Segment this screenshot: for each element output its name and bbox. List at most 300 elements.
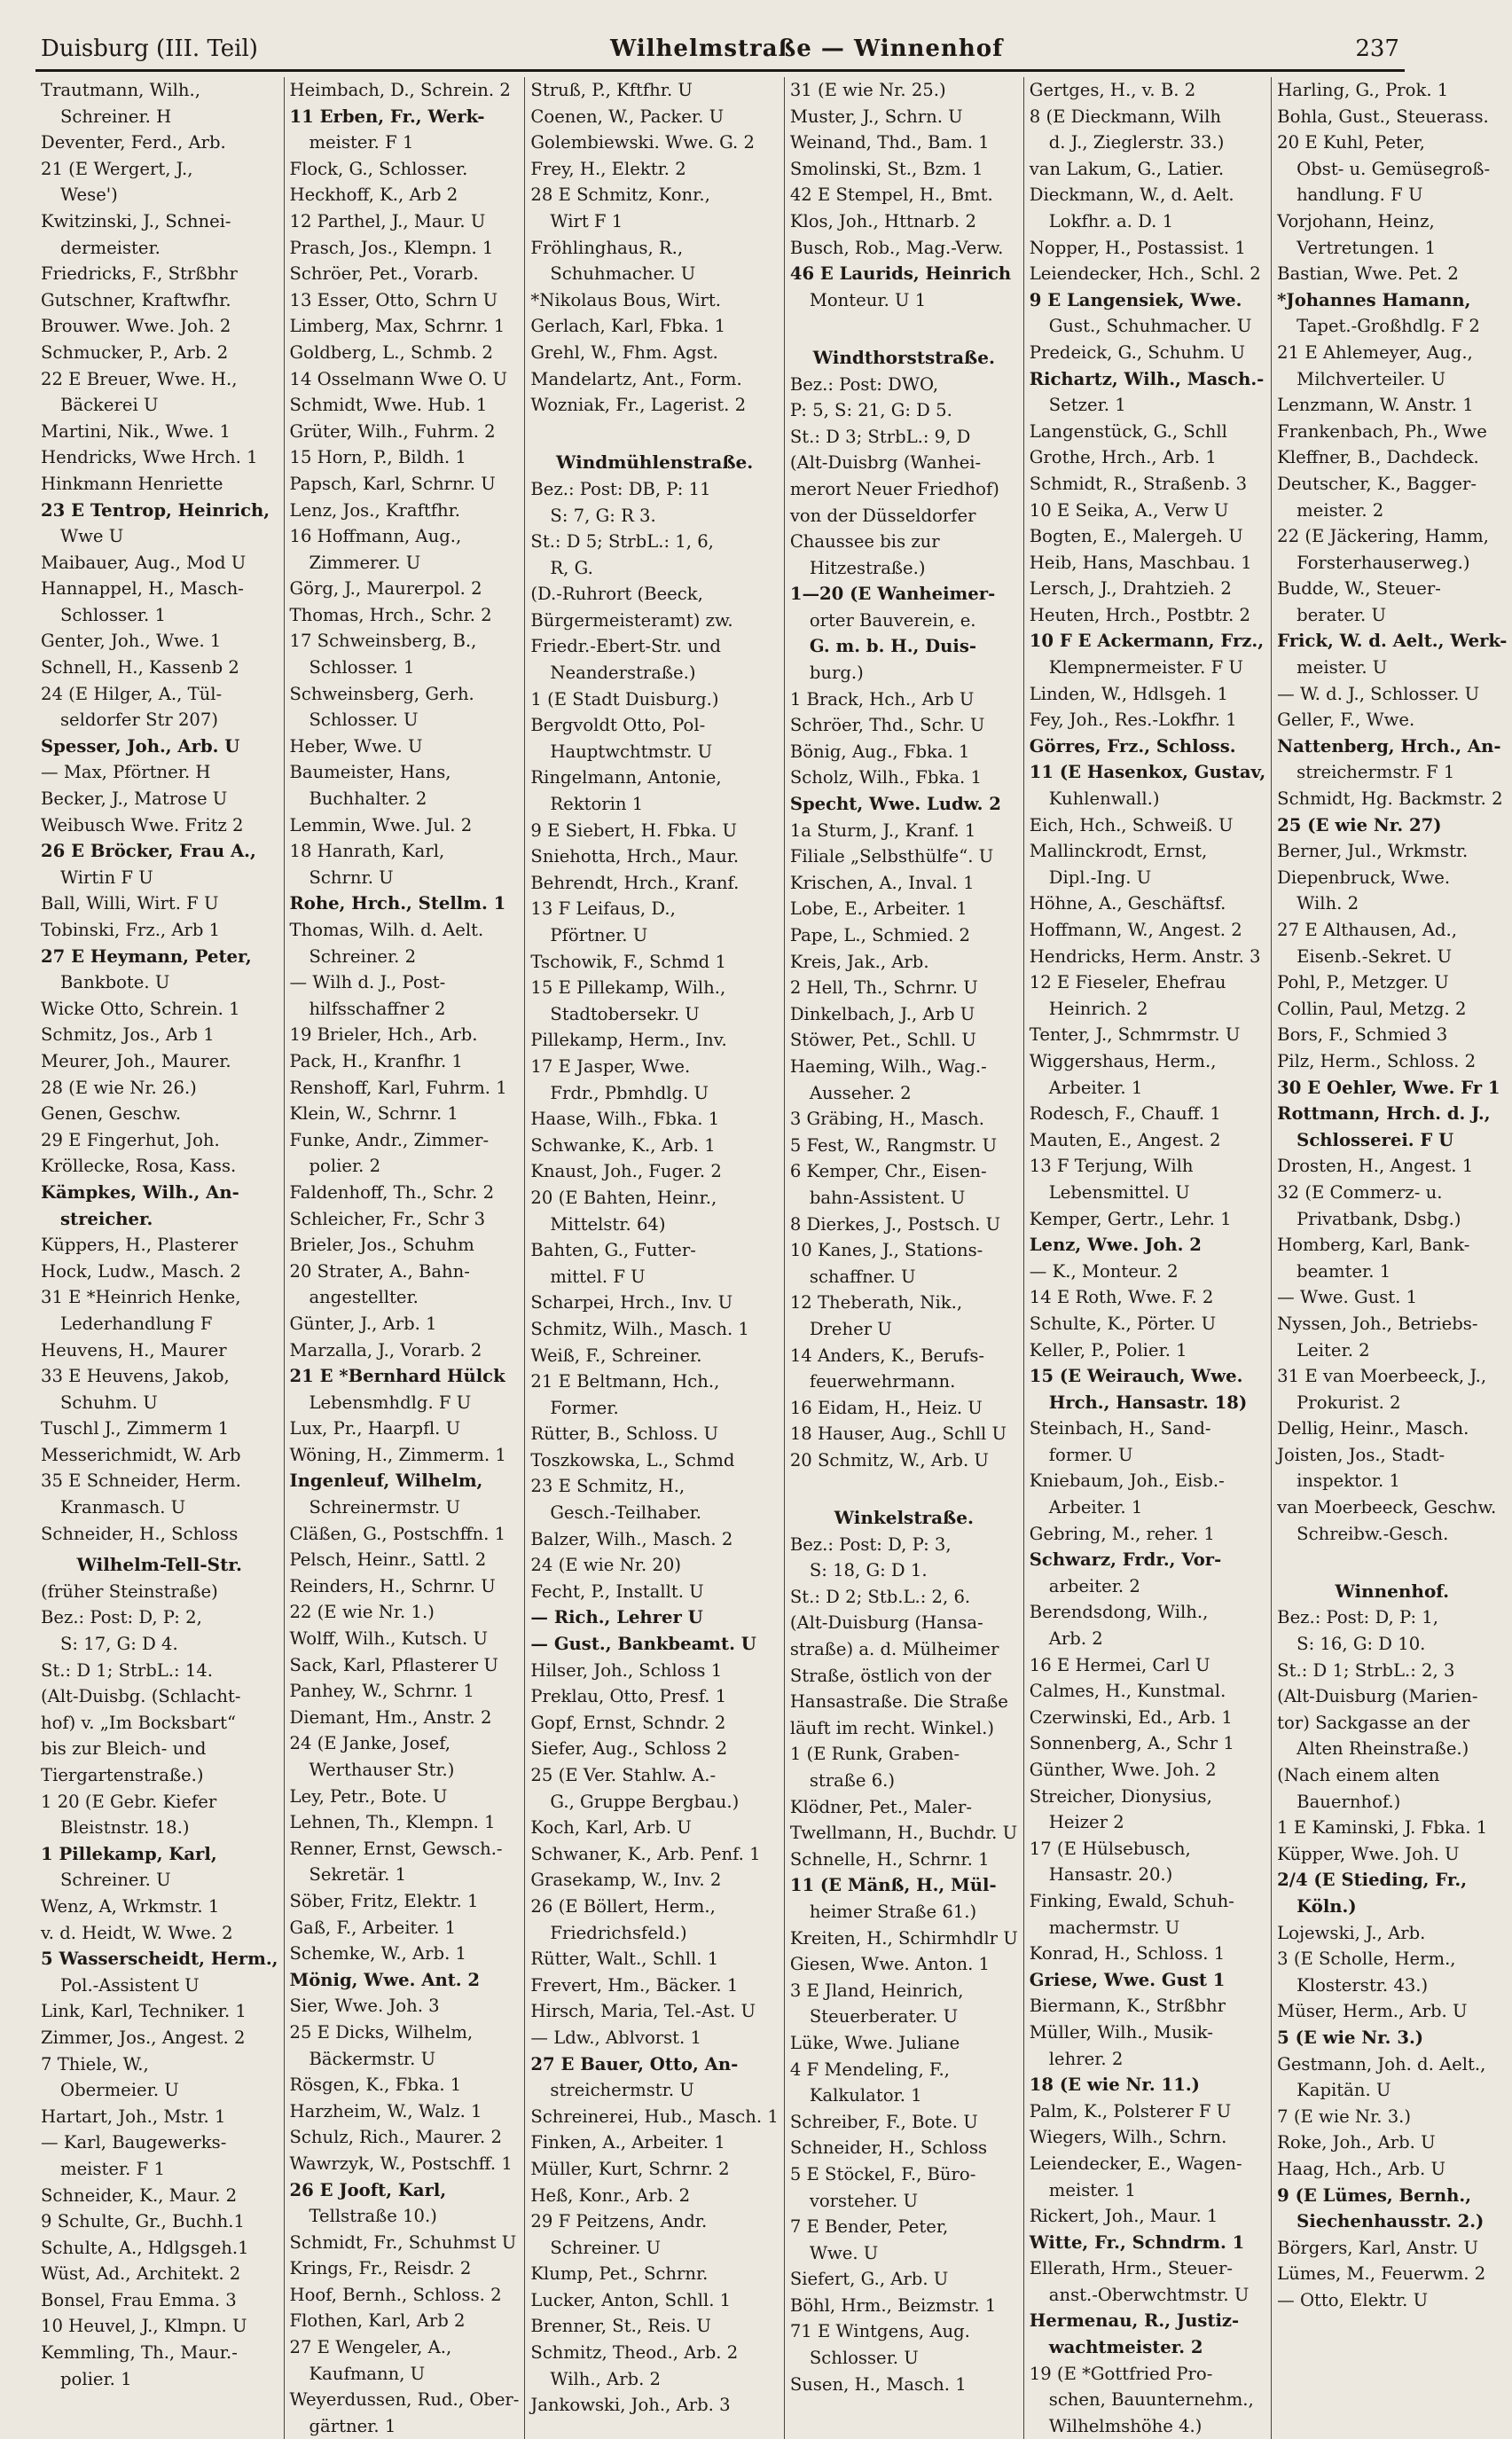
directory-entry: Chaussee bis zur: [789, 531, 940, 553]
directory-entry: 21 E Beltmann, Hch.,: [530, 1371, 720, 1392]
directory-entry: Lokfhr. a. D. 1: [1048, 210, 1174, 231]
directory-entry: Bahten, G., Futter-: [530, 1240, 696, 1261]
directory-entry: Wwe. U: [809, 2242, 879, 2263]
directory-entry: straße) a. d. Mülheimer: [789, 1639, 999, 1660]
directory-entry: Gerlach, Karl, Fbka. 1: [530, 316, 726, 337]
directory-entry: 20 Strater, A., Bahn-: [289, 1260, 470, 1282]
directory-entry: Hendricks, Wwe Hrch. 1: [41, 447, 258, 468]
directory-entry: Marzalla, J., Vorarb. 2: [289, 1339, 482, 1361]
directory-entry: Filiale „Selbsthülfe“. U: [789, 846, 994, 867]
directory-entry: van Moerbeeck, Geschw.: [1277, 1497, 1497, 1518]
directory-entry: Jankowski, Joh., Arb. 3: [530, 2395, 731, 2416]
directory-entry: Rösgen, K., Fbka. 1: [289, 2074, 462, 2096]
directory-entry: Steinbach, H., Sand-: [1029, 1418, 1211, 1439]
directory-entry: 71 E Wintgens, Aug.: [789, 2321, 970, 2342]
directory-entry: 22 E Breuer, Wwe. H.,: [41, 368, 238, 389]
directory-entry: 26 (E Böllert, Herm.,: [530, 1895, 716, 1917]
directory-entry: 10 F E Ackermann, Frz.,: [1029, 631, 1265, 652]
directory-entry: Pape, L., Schmied. 2: [789, 925, 971, 945]
directory-entry: Lehnen, Th., Klempn. 1: [289, 1812, 496, 1833]
directory-entry: Pförtner. U: [550, 925, 648, 945]
directory-entry: Sack, Karl, Pflasterer U: [289, 1654, 498, 1675]
directory-entry: Wese'): [60, 184, 118, 206]
directory-entry: (Nach einem alten: [1277, 1765, 1440, 1785]
directory-entry: lehrer. 2: [1048, 2048, 1124, 2069]
directory-entry: Schmitz, Wilh., Masch. 1: [530, 1318, 749, 1339]
directory-entry: 5 E Stöckel, F., Büro-: [789, 2163, 976, 2184]
directory-entry: Obst- u. Gemüsegroß-: [1297, 158, 1491, 179]
directory-entry: — Otto, Elektr. U: [1277, 2289, 1429, 2310]
directory-entry: 30 E Oehler, Wwe. Fr 1: [1277, 1077, 1500, 1098]
directory-entry: Toszkowska, L., Schmd: [530, 1449, 735, 1470]
directory-entry: Milchverteiler. U: [1297, 368, 1446, 389]
directory-entry: Lenz, Jos., Kraftfhr.: [289, 499, 461, 521]
directory-entry: 1 20 (E Gebr. Kiefer: [41, 1791, 217, 1812]
directory-entry: 27 E Althausen, Ad.,: [1277, 920, 1457, 940]
directory-entry: 1 (E Stadt Duisburg.): [530, 688, 719, 710]
directory-entry: Küppers, H., Plasterer: [41, 1235, 239, 1256]
directory-entry: Heuten, Hrch., Postbtr. 2: [1029, 604, 1251, 625]
directory-entry: 13 F Leifaus, D.,: [530, 898, 676, 920]
directory-entry: Wilh. 2: [1297, 893, 1359, 914]
directory-entry: Lederhandlung F: [60, 1313, 213, 1334]
directory-entry: Siefert, G., Arb. U: [789, 2269, 949, 2290]
directory-entry: S: 17, G: D 4.: [60, 1634, 178, 1655]
directory-entry: heimer Straße 61.): [809, 1901, 977, 1922]
directory-entry: Langenstück, G., Schll: [1029, 420, 1227, 442]
directory-entry: Bäckermstr. U: [309, 2048, 436, 2069]
directory-entry: Friedricks, F., Strßbhr: [41, 263, 238, 285]
directory-entry: Lucker, Anton, Schll. 1: [530, 2289, 732, 2310]
directory-entry: Weibusch Wwe. Fritz 2: [41, 814, 244, 835]
directory-entry: Messerichmidt, W. Arb: [41, 1444, 241, 1465]
directory-entry: Schneider, K., Maur. 2: [41, 2184, 238, 2206]
directory-entry: Funke, Andr., Zimmer-: [289, 1129, 490, 1150]
directory-entry: 7 E Bender, Peter,: [789, 2216, 949, 2238]
directory-entry: Berendsdong, Wilh.,: [1029, 1602, 1209, 1623]
directory-entry: Klempnermeister. F U: [1048, 657, 1243, 678]
directory-entry: Joisten, Jos., Stadt-: [1277, 1444, 1445, 1465]
directory-entry: Dipl.-Ing. U: [1048, 867, 1152, 888]
directory-entry: Frdr., Pbmhdlg. U: [550, 1082, 709, 1103]
directory-entry: 29 F Peitzens, Andr.: [530, 2211, 708, 2232]
directory-entry: G., Gruppe Bergbau.): [550, 1791, 740, 1812]
directory-entry: 24 (E Hilger, A., Tül-: [41, 683, 223, 704]
directory-entry: Kemmling, Th., Maur.-: [41, 2342, 238, 2364]
directory-entry: Kniebaum, Joh., Eisb.-: [1029, 1470, 1225, 1492]
directory-entry: 16 Hoffmann, Aug.,: [289, 526, 462, 547]
directory-entry: S: 18, G: D 1.: [809, 1560, 928, 1581]
directory-entry: 1a Sturm, J., Kranf. 1: [789, 820, 976, 841]
directory-entry: Friedrichsfeld.): [550, 1922, 687, 1943]
directory-entry: Lebensmhdlg. F U: [309, 1392, 472, 1413]
directory-entry: Hartart, Joh., Mstr. 1: [41, 2106, 226, 2127]
directory-entry: Flock, G., Schlosser.: [289, 158, 468, 179]
directory-entry: 23 E Schmitz, H.,: [530, 1476, 685, 1497]
directory-entry: Rohe, Hrch., Stellm. 1: [289, 893, 506, 914]
directory-entry: Schweinsberg, Gerh.: [289, 683, 474, 704]
directory-entry: Schreiner. U: [550, 2237, 662, 2258]
header-left: Duisburg (III. Teil): [41, 35, 258, 62]
directory-entry: Renshoff, Karl, Fuhrm. 1: [289, 1077, 507, 1098]
directory-entry: Leiter. 2: [1297, 1339, 1370, 1361]
directory-entry: Schulte, K., Pörter. U: [1029, 1313, 1217, 1334]
directory-entry: angestellter.: [309, 1287, 419, 1308]
directory-entry: Tuschl J., Zimmerm 1: [41, 1418, 230, 1439]
directory-entry: Weinand, Thd., Bam. 1: [789, 132, 990, 153]
directory-entry: Bohla, Gust., Steuerass.: [1277, 106, 1489, 127]
directory-entry: Kämpkes, Wilh., An-: [41, 1181, 239, 1203]
directory-entry: Kreiten, H., Schirmhdlr U: [789, 1927, 1018, 1949]
directory-entry: Gutschner, Kraftwfhr.: [41, 289, 231, 310]
directory-entry: Hannappel, H., Masch-: [41, 578, 244, 600]
directory-entry: Schlosser. U: [809, 2348, 919, 2369]
directory-entry: Straße, östlich von der: [789, 1665, 991, 1686]
directory-entry: Neanderstraße.): [550, 663, 696, 684]
directory-entry: Susen, H., Masch. 1: [789, 2373, 967, 2395]
directory-entry: former. U: [1048, 1444, 1133, 1465]
directory-entry: Baumeister, Hans,: [289, 762, 451, 783]
directory-entry: 13 F Terjung, Wilh: [1029, 1156, 1194, 1177]
street-heading: Winkelstraße.: [834, 1507, 974, 1529]
directory-entry: 1 Pillekamp, Karl,: [41, 1843, 217, 1864]
directory-entry: Grehl, W., Fhm. Agst.: [530, 341, 718, 363]
directory-entry: 5 Fest, W., Rangmstr. U: [789, 1134, 998, 1156]
directory-entry: Hrch., Hansastr. 18): [1048, 1392, 1248, 1413]
directory-entry: Linden, W., Hdlsgeh. 1: [1029, 683, 1228, 704]
directory-entry: Hauptwchtmstr. U: [550, 741, 713, 762]
directory-entry: Giesen, Wwe. Anton. 1: [789, 1954, 990, 1975]
directory-entry: 35 E Schneider, Herm.: [41, 1470, 241, 1492]
directory-entry: (D.-Ruhrort (Beeck,: [530, 584, 703, 605]
street-heading: Windthorststraße.: [812, 346, 995, 368]
directory-entry: Geller, F., Wwe.: [1277, 710, 1415, 731]
directory-entry: 12 Theberath, Nik.,: [789, 1292, 963, 1314]
directory-entry: 27 E Bauer, Otto, An-: [530, 2053, 739, 2074]
directory-entry: Schmidt, R., Straßenb. 3: [1029, 473, 1248, 494]
directory-entry: Limberg, Max, Schrnr. 1: [289, 316, 505, 337]
street-heading: Winnenhof.: [1335, 1580, 1450, 1602]
directory-entry: 4 F Mendeling, F.,: [789, 2059, 950, 2080]
directory-entry: Homberg, Karl, Bank-: [1277, 1235, 1470, 1256]
directory-entry: Hoffmann, W., Angest. 2: [1029, 920, 1242, 940]
directory-entry: Harzheim, W., Walz. 1: [289, 2100, 482, 2121]
directory-entry: Obermeier. U: [60, 2080, 179, 2101]
directory-entry: Krings, Fr., Reisdr. 2: [289, 2258, 472, 2279]
directory-entry: 11 Erben, Fr., Werk-: [289, 106, 485, 127]
directory-entry: Gopf, Ernst, Schndr. 2: [530, 1712, 726, 1733]
directory-entry: Schwarz, Frdr., Vor-: [1029, 1549, 1222, 1571]
directory-entry: 10 Kanes, J., Stations-: [789, 1240, 983, 1261]
directory-entry: Budde, W., Steuer-: [1277, 578, 1441, 600]
directory-entry: — Gust., Bankbeamt. U: [530, 1634, 756, 1655]
directory-entry: Bez.: Post: DB, P: 11: [530, 478, 711, 499]
directory-entry: Bönig, Aug., Fbka. 1: [789, 741, 970, 762]
directory-entry: merort Neuer Friedhof): [789, 478, 999, 499]
directory-entry: Hansastraße. Die Straße: [789, 1691, 1008, 1713]
directory-entry: 14 Anders, K., Berufs-: [789, 1345, 984, 1366]
directory-entry: Schlosser. 1: [60, 604, 166, 625]
directory-entry: Lemmin, Wwe. Jul. 2: [289, 814, 473, 835]
directory-entry: Siechenhausstr. 2.): [1297, 2211, 1485, 2232]
directory-entry: 22 (E Jäckering, Hamm,: [1277, 526, 1489, 547]
directory-entry: Schreibw.-Gesch.: [1297, 1523, 1449, 1544]
directory-entry: (Alt-Duisbg. (Schlacht-: [41, 1686, 241, 1707]
directory-entry: — Wilh d. J., Post-: [289, 972, 446, 993]
directory-entry: Schlosser. U: [309, 710, 419, 731]
directory-entry: Schmidt, Hg. Backmstr. 2: [1277, 788, 1503, 810]
directory-entry: streichermstr. F 1: [1297, 762, 1455, 783]
directory-entry: (früher Steinstraße): [41, 1580, 218, 1602]
directory-entry: Schmitz, Theod., Arb. 2: [530, 2342, 739, 2364]
directory-entry: polier. 2: [309, 1156, 381, 1177]
directory-entry: 20 E Kuhl, Peter,: [1277, 132, 1425, 153]
directory-entry: Rodesch, F., Chauff. 1: [1029, 1103, 1221, 1125]
directory-entry: Lenzmann, W. Anstr. 1: [1277, 395, 1474, 416]
directory-entry: Specht, Wwe. Ludw. 2: [789, 794, 1001, 815]
directory-entry: 17 E Jasper, Wwe.: [530, 1055, 691, 1077]
directory-entry: Mittelstr. 64): [550, 1213, 666, 1235]
directory-entry: Wozniak, Fr., Lagerist. 2: [530, 395, 747, 416]
directory-entry: Hirsch, Maria, Tel.-Ast. U: [530, 2001, 756, 2022]
directory-entry: (Alt-Duisburg (Hansa-: [789, 1612, 983, 1634]
directory-entry: Tiergartenstraße.): [41, 1765, 204, 1785]
directory-entry: 1—20 (E Wanheimer-: [789, 584, 996, 605]
directory-entry: Mandelartz, Ant., Form.: [530, 368, 742, 389]
directory-entry: streichermstr. U: [550, 2080, 694, 2101]
directory-entry: Eich, Hch., Schweiß. U: [1029, 814, 1234, 835]
directory-entry: Hansastr. 20.): [1048, 1864, 1173, 1886]
directory-entry: [790, 1473, 1018, 1500]
directory-entry: Wawrzyk, W., Postschff. 1: [289, 2153, 513, 2174]
directory-entry: 5 Wasserscheidt, Herm.,: [41, 1949, 278, 1970]
directory-entry: [790, 313, 1018, 340]
directory-entry: Gaß, F., Arbeiter. 1: [289, 1917, 457, 1938]
directory-entry: vorsteher. U: [809, 2190, 918, 2211]
directory-entry: Kemper, Gertr., Lehr. 1: [1029, 1208, 1232, 1229]
directory-entry: Lersch, J., Drahtzieh. 2: [1029, 578, 1232, 600]
directory-entry: Muster, J., Schrn. U: [789, 106, 963, 127]
directory-entry: Zimmer, Jos., Angest. 2: [41, 2027, 246, 2048]
directory-entry: Klödner, Pet., Maler-: [789, 1796, 972, 1817]
directory-entry: Wilh., Arb. 2: [550, 2368, 662, 2389]
directory-entry: Prokurist. 2: [1297, 1392, 1401, 1413]
directory-entry: *Nikolaus Bous, Wirt.: [530, 289, 721, 310]
directory-entry: 31 E *Heinrich Henke,: [41, 1287, 241, 1308]
directory-entry: Arbeiter. 1: [1048, 1077, 1143, 1098]
directory-entry: Görres, Frz., Schloss.: [1029, 735, 1236, 757]
directory-entry: 2/4 (E Stieding, Fr.,: [1277, 1870, 1468, 1891]
directory-entry: Söber, Fritz, Elektr. 1: [289, 1890, 479, 1911]
directory-entry: Kuhlenwall.): [1048, 788, 1160, 810]
directory-entry: Fecht, P., Installt. U: [530, 1580, 704, 1602]
directory-entry: 19 Brieler, Hch., Arb.: [289, 1024, 478, 1046]
directory-entry: Schulz, Rich., Maurer. 2: [289, 2127, 502, 2148]
directory-entry: 16 E Hermei, Carl U: [1029, 1654, 1210, 1675]
directory-entry: Hitzestraße.): [809, 557, 926, 578]
directory-entry: Tellstraße 10.): [309, 2206, 437, 2227]
directory-entry: Faldenhoff, Th., Schr. 2: [289, 1181, 495, 1203]
directory-entry: Thomas, Wilh. d. Aelt.: [289, 920, 484, 940]
directory-entry: Deutscher, K., Bagger-: [1277, 473, 1477, 494]
directory-entry: meister. F 1: [60, 2158, 165, 2179]
directory-entry: Schmucker, P., Arb. 2: [41, 341, 229, 363]
directory-entry: 21 E *Bernhard Hülck: [289, 1366, 505, 1387]
directory-entry: Frankenbach, Ph., Wwe: [1277, 420, 1487, 442]
directory-entry: 8 Dierkes, J., Postsch. U: [789, 1213, 1001, 1235]
directory-entry: Bez.: Post: DWO,: [789, 373, 939, 395]
directory-entry: 2 Hell, Th., Schrnr. U: [789, 977, 978, 999]
directory-entry: Tapet.-Großhdlg. F 2: [1297, 316, 1480, 337]
directory-entry: Kwitzinski, J., Schnei-: [41, 210, 231, 231]
directory-entry: — Karl, Baugewerks-: [41, 2132, 227, 2153]
directory-entry: R, G.: [550, 557, 593, 578]
directory-entry: Maibauer, Aug., Mod U: [41, 552, 247, 573]
directory-entry: Roke, Joh., Arb. U: [1277, 2132, 1436, 2153]
directory-entry: 27 E Wengeler, A.,: [289, 2337, 452, 2358]
directory-entry: Klosterstr. 43.): [1297, 1974, 1429, 1996]
directory-entry: P: 5, S: 21, G: D 5.: [789, 400, 952, 421]
directory-entry: Bleistnstr. 18.): [60, 1817, 190, 1839]
directory-entry: burg.): [809, 663, 864, 684]
directory-entry: Bäckerei U: [60, 395, 159, 416]
directory-entry: Schnell, H., Kassenb 2: [41, 657, 239, 678]
directory-entry: St.: D 5; StrbL.: 1, 6,: [530, 531, 714, 553]
directory-entry: Wicke Otto, Schrein. 1: [41, 998, 240, 1019]
directory-entry: Fey, Joh., Res.-Lokfhr. 1: [1029, 710, 1237, 731]
directory-entry: Müser, Herm., Arb. U: [1277, 2001, 1468, 2022]
directory-entry: Fröhlinghaus, R.,: [530, 237, 684, 258]
directory-entry: berater. U: [1297, 604, 1387, 625]
directory-entry: Schwanke, K., Arb. 1: [530, 1134, 716, 1156]
directory-entry: Schmitz, Jos., Arb 1: [41, 1024, 215, 1046]
directory-entry: Czerwinski, Ed., Arb. 1: [1029, 1706, 1233, 1728]
directory-entry: Ellerath, Hrm., Steuer-: [1029, 2258, 1234, 2279]
directory-entry: Reinders, H., Schrnr. U: [289, 1575, 496, 1596]
directory-entry: [1277, 1547, 1507, 1573]
directory-entry: Ausseher. 2: [809, 1082, 912, 1103]
directory-entry: Hermenau, R., Justiz-: [1029, 2310, 1240, 2332]
directory-entry: Gebring, M., reher. 1: [1029, 1523, 1215, 1544]
directory-entry: Eisenb.-Sekret. U: [1297, 945, 1453, 967]
directory-entry: Gesch.-Teilhaber.: [550, 1502, 702, 1524]
directory-entry: Köln.): [1297, 1895, 1357, 1917]
directory-entry: Kalkulator. 1: [809, 2085, 922, 2106]
directory-entry: 25 E Dicks, Wilhelm,: [289, 2021, 474, 2043]
directory-entry: Heib, Hans, Maschbau. 1: [1029, 552, 1252, 573]
directory-entry: Kreis, Jak., Arb.: [789, 951, 929, 972]
directory-entry: Wiegers, Wilh., Schrn.: [1029, 2127, 1227, 2148]
directory-entry: schen, Bauunternehm.,: [1048, 2389, 1254, 2411]
directory-entry: Tobinski, Frz., Arb 1: [41, 920, 221, 940]
directory-entry: 42 E Stempel, H., Bmt.: [789, 184, 993, 206]
directory-entry: meister. 2: [1297, 499, 1384, 521]
directory-entry: 9 Schulte, Gr., Buchh.1: [41, 2211, 245, 2232]
directory-entry: beamter. 1: [1297, 1260, 1391, 1282]
directory-entry: 25 (E wie Nr. 27): [1277, 814, 1442, 835]
directory-entry: schaffner. U: [809, 1266, 916, 1287]
directory-entry: Tschowik, F., Schmd 1: [530, 951, 726, 972]
directory-entry: Haeming, Wilh., Wag.-: [789, 1055, 987, 1077]
directory-entry: Lojewski, J., Arb.: [1277, 1922, 1426, 1943]
directory-entry: bahn-Assistent. U: [809, 1187, 966, 1208]
directory-entry: Mönig, Wwe. Ant. 2: [289, 1969, 481, 1990]
directory-entry: Heckhoff, K., Arb 2: [289, 184, 458, 206]
directory-entry: Becker, J., Matrose U: [41, 788, 228, 810]
directory-entry: 12 Parthel, J., Maur. U: [289, 210, 486, 231]
directory-entry: Bonsel, Frau Emma. 3: [41, 2289, 237, 2310]
directory-entry: Lümes, M., Feuerwm. 2: [1277, 2263, 1486, 2285]
directory-entry: Schreinermstr. U: [309, 1497, 461, 1518]
directory-entry: [530, 419, 778, 445]
directory-entry: Börgers, Karl, Anstr. U: [1277, 2237, 1479, 2258]
directory-entry: 28 E Schmitz, Konr.,: [530, 184, 710, 206]
directory-entry: Schröer, Pet., Vorarb.: [289, 263, 479, 285]
directory-entry: Haase, Wilh., Fbka. 1: [530, 1109, 720, 1130]
directory-entry: 22 (E wie Nr. 1.): [289, 1602, 435, 1623]
directory-entry: 31 E van Moerbeeck, J.,: [1277, 1366, 1487, 1387]
directory-entry: polier. 1: [60, 2368, 132, 2389]
directory-entry: 11 (E Mänß, H., Mül-: [789, 1875, 997, 1896]
directory-entry: Kleffner, B., Dachdeck.: [1277, 447, 1479, 468]
directory-entry: 31 (E wie Nr. 25.): [789, 80, 946, 100]
directory-entry: meister. 1: [1048, 2179, 1136, 2200]
directory-entry: Schleicher, Fr., Schr 3: [289, 1208, 486, 1229]
directory-entry: 26 E Jooft, Karl,: [289, 2179, 447, 2200]
directory-entry: 15 (E Weirauch, Wwe.: [1029, 1366, 1243, 1387]
directory-entry: 13 Esser, Otto, Schrn U: [289, 289, 498, 310]
directory-entry: Wöning, H., Zimmerm. 1: [289, 1444, 506, 1465]
directory-entry: Krischen, A., Inval. 1: [789, 872, 975, 893]
directory-entry: Wilhelmshöhe 4.): [1048, 2415, 1203, 2436]
directory-entry: Klein, W., Schrnr. 1: [289, 1103, 458, 1125]
directory-entry: Papsch, Karl, Schrnr. U: [289, 473, 496, 494]
directory-entry: Schnelle, H., Schrnr. 1: [789, 1848, 990, 1870]
directory-entry: Bez.: Post: D, P: 2,: [41, 1607, 202, 1628]
directory-entry: Rütter, Walt., Schll. 1: [530, 1949, 719, 1970]
directory-entry: Twellmann, H., Buchdr. U: [789, 1823, 1018, 1844]
directory-entry: tor) Sackgasse an der: [1277, 1712, 1470, 1733]
directory-column: [285, 77, 526, 2439]
directory-entry: arbeiter. 2: [1048, 1575, 1140, 1596]
directory-entry: Harling, G., Prok. 1: [1277, 80, 1449, 100]
directory-entry: Former.: [550, 1397, 619, 1418]
directory-entry: Streicher, Dionysius,: [1029, 1785, 1212, 1807]
directory-entry: 14 E Roth, Wwe. F. 2: [1029, 1287, 1214, 1308]
directory-entry: Kapitän. U: [1297, 2080, 1391, 2101]
directory-entry: Bez.: Post: D, P: 3,: [789, 1533, 952, 1555]
directory-entry: Bürgermeisteramt) zw.: [530, 609, 733, 631]
directory-entry: 19 (E *Gottfried Pro-: [1029, 2363, 1213, 2384]
directory-entry: 15 Horn, P., Bildh. 1: [289, 447, 466, 468]
directory-entry: 20 (E Bahten, Heinr.,: [530, 1187, 717, 1208]
directory-entry: Steuerberater. U: [809, 2006, 959, 2027]
directory-entry: Stöwer, Pet., Schll. U: [789, 1030, 976, 1051]
directory-entry: Genter, Joh., Wwe. 1: [41, 631, 222, 652]
directory-entry: hilfsschaffner 2: [309, 998, 446, 1019]
directory-entry: Tenter, J., Schmrmstr. U: [1029, 1024, 1241, 1046]
directory-entry: Rütter, B., Schloss. U: [530, 1423, 719, 1445]
directory-entry: meister. F 1: [309, 132, 414, 153]
directory-entry: straße 6.): [809, 1770, 896, 1791]
directory-entry: 10 Heuvel, J., Klmpn. U: [41, 2316, 247, 2337]
directory-entry: Bergvoldt Otto, Pol-: [530, 715, 706, 736]
directory-entry: Gust., Schuhmacher. U: [1048, 316, 1252, 337]
directory-entry: 32 (E Commerz- u.: [1277, 1181, 1443, 1203]
directory-entry: 9 E Siebert, H. Fbka. U: [530, 820, 737, 841]
directory-entry: Predeick, G., Schuhm. U: [1029, 341, 1246, 363]
page-number: 237: [1355, 35, 1399, 62]
